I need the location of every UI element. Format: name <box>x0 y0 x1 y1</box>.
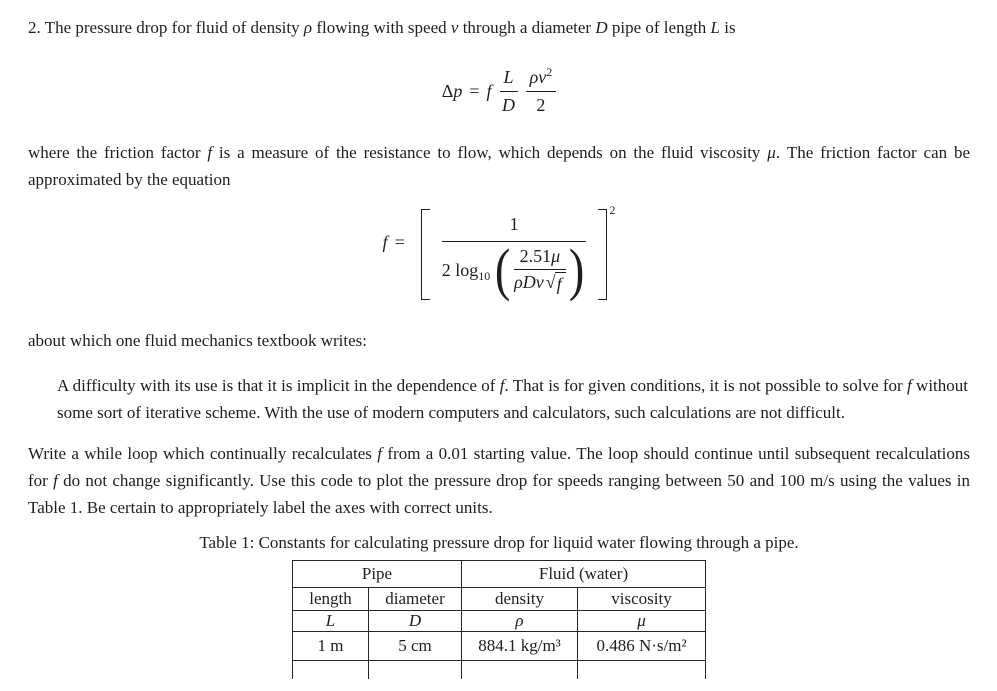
task-paragraph: Write a while loop which continually recalculates f from a 0.01 starting value. The loop should continue until subsequent recalculations for f do not change significantly. Use this code to plot the pressure drop for speeds ranging between 50 and 100 m/s using the values in Table 1. Be certain to appropriately label the axes with correct units. <box>28 444 970 518</box>
length-header: length <box>293 588 369 611</box>
friction-factor-symbol: f <box>486 80 492 101</box>
f-symbol: f <box>382 232 388 253</box>
close-paren-glyph: ) <box>569 237 585 303</box>
main-denominator <box>441 237 587 303</box>
delta-glyph: Δ <box>441 80 454 101</box>
log-term: 2 $\log_{10}$ <box>441 260 491 284</box>
open-paren-glyph: ( <box>495 237 511 303</box>
column-header-row <box>293 588 706 611</box>
density-symbol-cell: ρ <box>462 611 578 632</box>
table-cell <box>369 661 462 680</box>
problem-statement: 2. The pressure drop for fluid of density ρ flowing with speed v through a diameter D pipe of length L is <box>28 18 736 37</box>
value-row <box>293 632 706 661</box>
length-symbol-cell: L <box>293 611 369 632</box>
rho-v-squared: $\rho v^2$ <box>526 67 557 92</box>
right-square-bracket <box>598 209 607 300</box>
radical-sign: √ <box>545 272 556 293</box>
v-exponent: 2 <box>546 64 553 79</box>
viscosity-value: 0.486 N·s/m² <box>578 632 706 661</box>
diameter-symbol-cell: D <box>369 611 462 632</box>
dynamic-pressure-fraction <box>526 64 557 115</box>
diameter-symbol: D <box>502 94 516 115</box>
table-cell <box>462 661 578 680</box>
main-fraction <box>440 209 589 303</box>
friction-factor-equation <box>28 203 970 303</box>
constants-table <box>292 560 706 679</box>
inner-numerator: 2.51μ <box>514 246 567 271</box>
diameter-header: diameter <box>369 588 462 611</box>
group-header-row <box>293 561 706 588</box>
density-header: density <box>462 588 578 611</box>
denominator-two: 2 <box>536 94 546 115</box>
viscosity-header: viscosity <box>578 588 706 611</box>
inner-denominator: ρDv √ f <box>514 270 566 295</box>
equals-sign: = <box>394 232 405 253</box>
friction-factor-paragraph: where the friction factor f is a measure of the resistance to flow, which depends on the fluid viscosity μ. The friction factor can be approximated by the equation <box>28 143 971 189</box>
viscosity-symbol-cell: μ <box>578 611 706 632</box>
numerator-one: 1 <box>509 214 519 234</box>
clipped-row <box>293 661 706 680</box>
delta-p-symbol <box>442 81 463 102</box>
table-caption: Table 1: Constants for calculating pressure drop for liquid water flowing through a pipe. <box>199 533 799 553</box>
symbol-row <box>293 611 706 632</box>
log-base: 10 <box>478 269 491 284</box>
radicand: f <box>555 272 566 295</box>
density-value: 884.1 kg/m³ <box>462 632 578 661</box>
left-square-bracket <box>421 209 430 300</box>
p-glyph: p <box>453 80 463 101</box>
pressure-drop-equation <box>28 63 970 119</box>
length-value: 1 m <box>293 632 369 661</box>
table-container <box>28 560 970 679</box>
outer-exponent: 2 <box>609 203 616 217</box>
inner-fraction <box>514 246 567 295</box>
bracketed-expression <box>421 203 616 303</box>
textbook-intro: about which one fluid mechanics textbook writes: <box>28 331 367 351</box>
diameter-value: 5 cm <box>369 632 462 661</box>
pipe-group-header: Pipe <box>293 561 462 588</box>
length-over-diameter-fraction <box>500 67 518 115</box>
textbook-quote: A difficulty with its use is that it is implicit in the dependence of f. That is for given conditions, it is not possible to solve for f without some sort of iterative scheme. With the use of modern computers and calculators, such calculations are not difficult. <box>57 376 968 423</box>
length-symbol: L <box>500 67 518 92</box>
fluid-group-header: Fluid (water) <box>462 561 706 588</box>
table-cell <box>293 661 369 680</box>
table-cell <box>578 661 706 680</box>
equation-lhs <box>383 232 412 253</box>
equals-sign: = <box>469 80 480 101</box>
